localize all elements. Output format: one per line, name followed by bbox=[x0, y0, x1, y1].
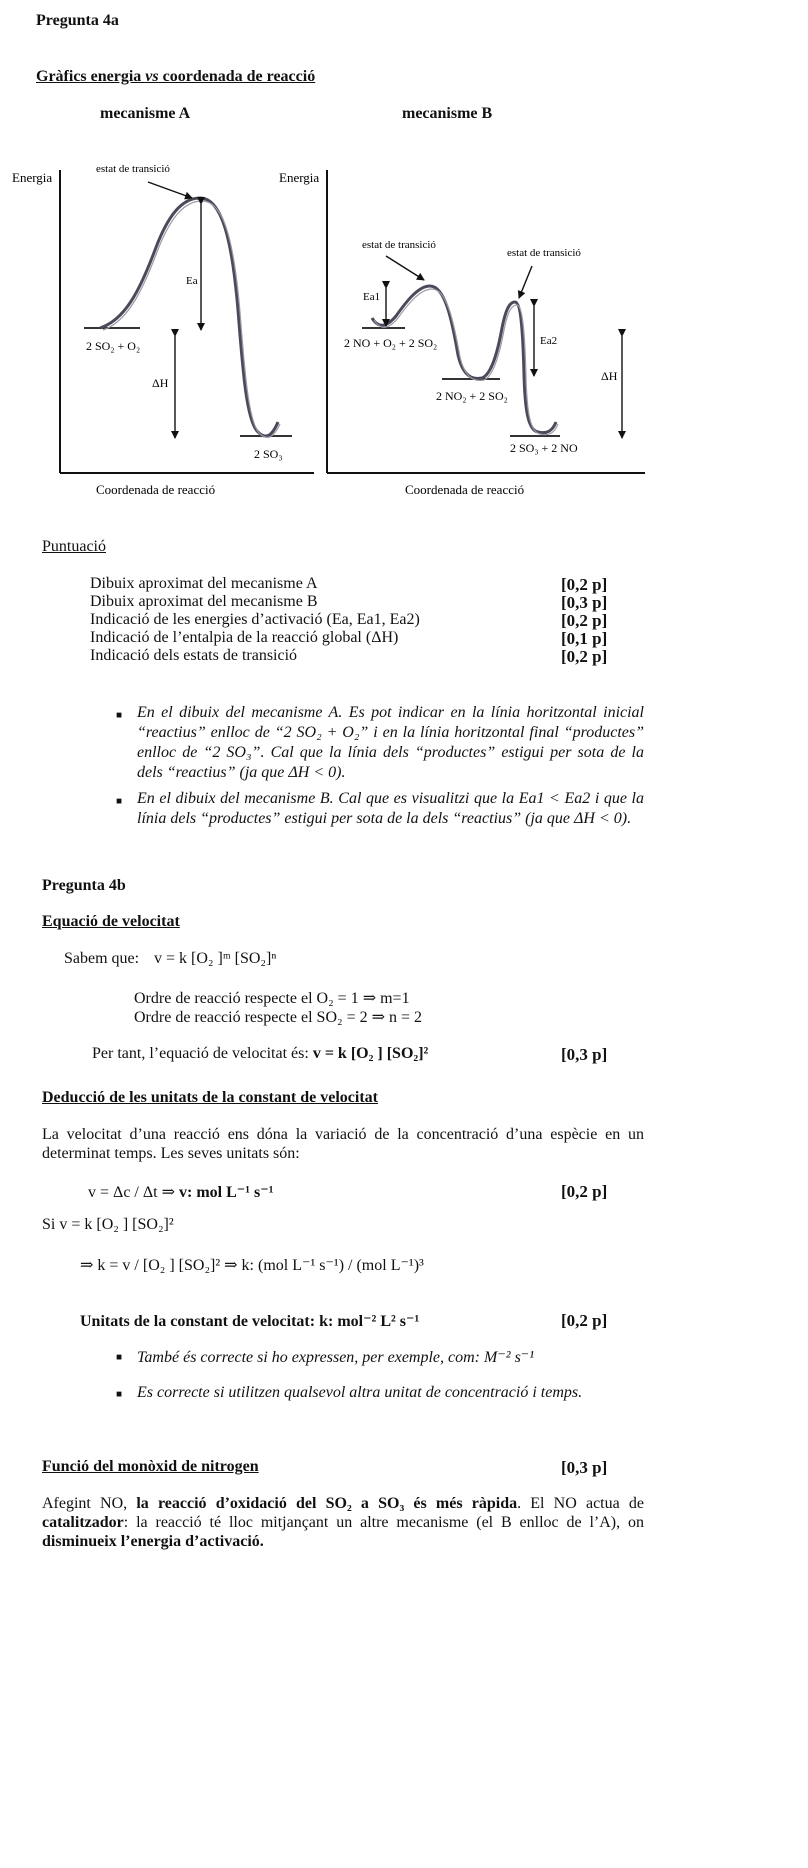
note-mechanism-a: En el dibuix del mecanisme A. Es pot indicar en la línia horitzontal inicial “reactius” enlloc de “2 SO₂ + O₂” i en la línia horitzontal final “productes” enlloc de “2 SO₃”. Cal que la línia dels “productes” estigui per sota de la dels “reactius” (ja que ΔH < 0). bbox=[137, 704, 644, 781]
mechanism-a-title: mecanisme A bbox=[100, 105, 191, 122]
heading-4a: Pregunta 4a bbox=[36, 12, 119, 29]
k-note-1: També és correcte si ho expressen, per exemple, com: M⁻² s⁻¹ bbox=[137, 1349, 535, 1366]
rate-law-intro: Per tant, l’equació de velocitat és: bbox=[92, 1045, 313, 1062]
graphs-title-part2: coordenada de reacció bbox=[158, 68, 316, 85]
velocity-units: v: mol L⁻¹ s⁻¹ bbox=[179, 1184, 274, 1201]
diagram-a bbox=[12, 163, 314, 497]
a-y-axis-label: Energia bbox=[12, 170, 53, 185]
a-energy-curve-sketch bbox=[103, 201, 280, 437]
scoring-points-1: [0,2 p] bbox=[561, 575, 608, 594]
k-derivation: ⇒ k = v / [O₂ ] [SO₂]² ⇒ k: (mol L⁻¹ s⁻¹) / (mol L⁻¹)³ bbox=[80, 1257, 424, 1274]
graphs-title-part1: Gràfics energia bbox=[36, 68, 146, 85]
scoring-item-2: Dibuix aproximat del mecanisme B bbox=[90, 593, 318, 610]
note-mechanism-b: En el dibuix del mecanisme B. Cal que es visualitzi que la Ea1 < Ea2 i que la línia dels “productes” estigui per sota de la dels “reactius” (ja que ΔH < 0). bbox=[137, 790, 644, 827]
velocity-definition bbox=[88, 1182, 273, 1202]
a-energy-curve bbox=[100, 198, 278, 436]
b-transition-state-2-label: estat de transició bbox=[507, 247, 581, 259]
scoring-item-3: Indicació de les energies d’activació (Ea, Ea1, Ea2) bbox=[90, 611, 420, 628]
scoring-points-4: [0,1 p] bbox=[561, 629, 608, 648]
a-delta-h-label: ΔH bbox=[152, 376, 169, 390]
note-a-bullet: ■ bbox=[116, 710, 123, 721]
heading-4b: Pregunta 4b bbox=[42, 877, 126, 894]
b-intermediate-label: 2 NO₂ + 2 SO₂ bbox=[436, 389, 508, 403]
b-reactants-label: 2 NO + O₂ + 2 SO₂ bbox=[344, 336, 438, 350]
scoring-item-4: Indicació de l’entalpia de la reacció global (ΔH) bbox=[90, 629, 399, 646]
a-ea-label: Ea bbox=[186, 275, 198, 287]
velocity-points: [0,2 p] bbox=[561, 1182, 608, 1201]
sabem-label: Sabem que: bbox=[64, 950, 140, 967]
rate-law-result bbox=[92, 1045, 428, 1063]
b-transition-state-1-label: estat de transició bbox=[362, 239, 436, 251]
graphs-title-vs: vs bbox=[145, 68, 159, 85]
k-units-points: [0,2 p] bbox=[561, 1311, 608, 1330]
scoring-points-3: [0,2 p] bbox=[561, 611, 608, 630]
scoring-title: Puntuació bbox=[42, 538, 106, 555]
units-title: Deducció de les unitats de la constant de velocitat bbox=[42, 1089, 378, 1106]
b-transition-state-2-arrow bbox=[519, 266, 532, 298]
velocity-formula: v = Δc / Δt ⇒ bbox=[88, 1184, 179, 1201]
b-ea2-label: Ea2 bbox=[540, 335, 558, 347]
b-transition-state-1-arrow bbox=[386, 256, 424, 280]
b-products-label: 2 SO₃ + 2 NO bbox=[510, 441, 578, 455]
k-note-1-bullet: ■ bbox=[116, 1352, 123, 1363]
order-o2: Ordre de reacció respecte el O₂ = 1 ⇒ m=1 bbox=[134, 990, 410, 1007]
note-b-bullet: ■ bbox=[116, 796, 123, 807]
no-text-2: . El NO actua de bbox=[517, 1495, 644, 1512]
no-text-bold-3: disminueix l’energia d’activació. bbox=[42, 1533, 264, 1550]
no-text-1: Afegint NO, bbox=[42, 1495, 137, 1512]
k-note-2: Es correcte si utilitzen qualsevol altra unitat de concentració i temps. bbox=[137, 1384, 583, 1401]
k-units: Unitats de la constant de velocitat: k: mol⁻² L² s⁻¹ bbox=[80, 1313, 420, 1330]
units-paragraph: La velocitat d’una reacció ens dóna la variació de la concentració d’una espècie en un determinat temps. Les seves unitats són: bbox=[42, 1126, 644, 1162]
a-products-label: 2 SO₃ bbox=[254, 447, 283, 461]
order-so2: Ordre de reacció respecte el SO₂ = 2 ⇒ n = 2 bbox=[134, 1009, 423, 1026]
si-v-line: Si v = k [O₂ ] [SO₂]² bbox=[42, 1216, 174, 1233]
b-x-axis-label: Coordenada de reacció bbox=[405, 482, 525, 497]
b-ea1-label: Ea1 bbox=[363, 291, 381, 303]
scoring-points-2: [0,3 p] bbox=[561, 593, 608, 612]
a-transition-state-arrow bbox=[148, 182, 192, 198]
energy-diagrams-figure bbox=[0, 160, 660, 505]
rate-equation-title: Equació de velocitat bbox=[42, 913, 180, 930]
no-text-bold-2: catalitzador bbox=[42, 1514, 124, 1531]
no-function-paragraph bbox=[42, 1494, 644, 1551]
rate-law-equation: v = k [O₂ ] [SO₂]² bbox=[312, 1045, 429, 1062]
no-text-3: : la reacció té lloc mitjançant un altre mecanisme (el B enlloc de l’A), on bbox=[123, 1514, 644, 1531]
b-delta-h-label: ΔH bbox=[601, 369, 618, 383]
no-function-points: [0,3 p] bbox=[561, 1458, 608, 1477]
no-text-bold-1: la reacció d’oxidació del SO₂ a SO₃ és més ràpida bbox=[136, 1495, 518, 1512]
scoring-item-1: Dibuix aproximat del mecanisme A bbox=[90, 575, 318, 592]
a-x-axis-label: Coordenada de reacció bbox=[96, 482, 216, 497]
diagram-b bbox=[279, 170, 645, 497]
k-note-2-bullet: ■ bbox=[116, 1389, 123, 1400]
rate-law-points: [0,3 p] bbox=[561, 1045, 608, 1064]
rate-law-general: v = k [O₂ ]ᵐ [SO₂]ⁿ bbox=[154, 950, 277, 967]
no-function-title: Funció del monòxid de nitrogen bbox=[42, 1458, 259, 1475]
mechanism-b-title: mecanisme B bbox=[402, 105, 493, 122]
a-reactants-label: 2 SO₂ + O₂ bbox=[86, 339, 141, 353]
scoring-points-5: [0,2 p] bbox=[561, 647, 608, 666]
b-y-axis-label: Energia bbox=[279, 170, 320, 185]
scoring-item-5: Indicació dels estats de transició bbox=[90, 647, 298, 664]
a-transition-state-label: estat de transició bbox=[96, 163, 170, 175]
graphs-title bbox=[36, 68, 315, 86]
